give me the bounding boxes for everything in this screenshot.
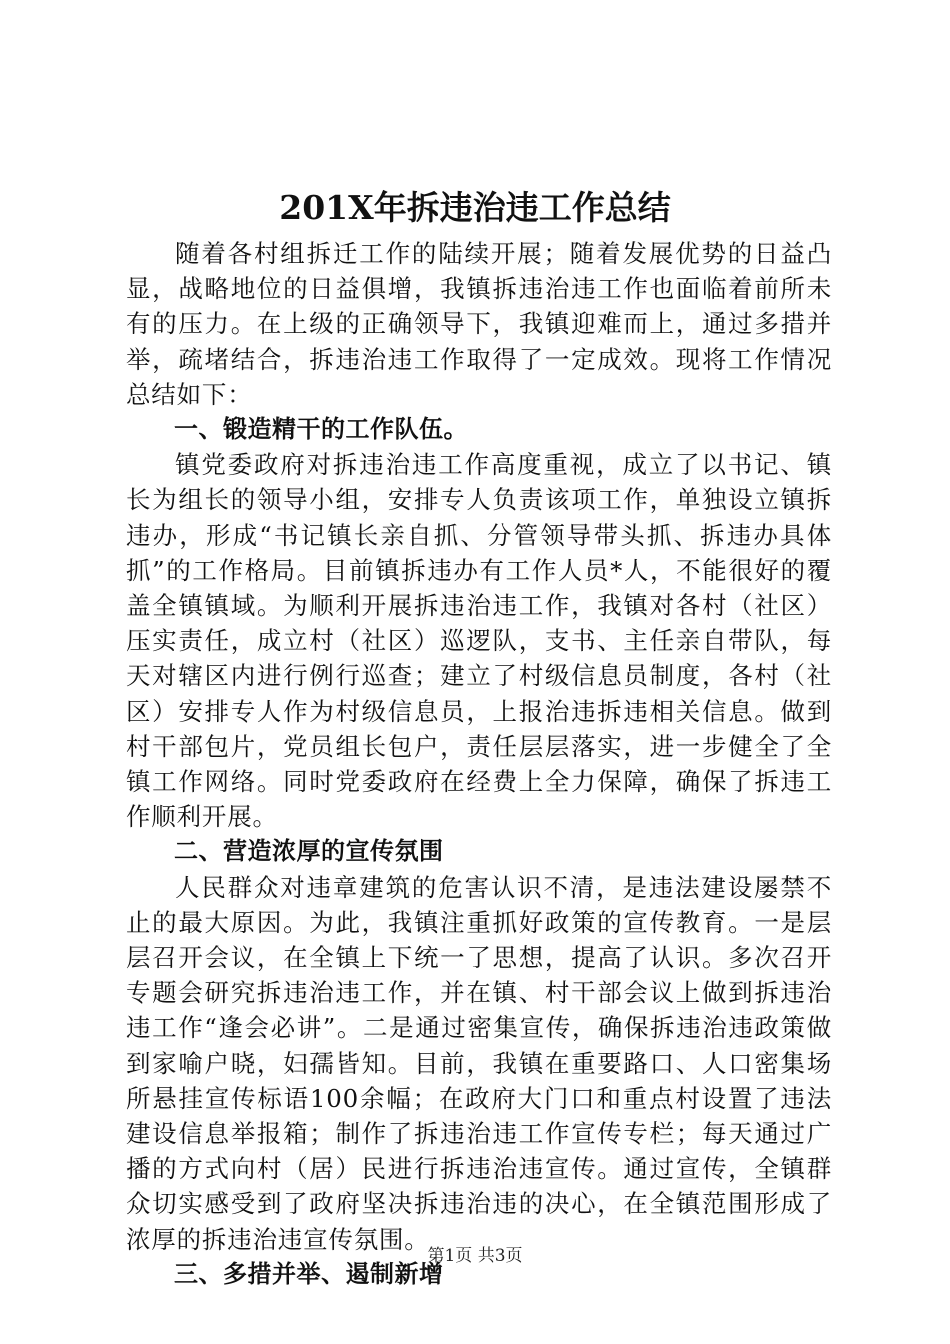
section-heading-2: 二、营造浓厚的宣传氛围: [174, 837, 444, 866]
section-heading-3: 三、多措并举、遏制新增: [174, 1259, 444, 1288]
document-body: [126, 236, 832, 1292]
section-paragraph-1: 镇党委政府对拆违治违工作高度重视，成立了以书记、镇长为组长的领导小组，安排专人负责该项工作，单独设立镇拆违办，形成“书记镇长亲自抓、分管领导带头抓、拆违办具体抓”的工作格局。目前镇拆违办有工作人员*人，不能很好的覆盖全镇镇域。为顺利开展拆违治违工作，我镇对各村（社区）压实责任，成立村（社区）巡逻队，支书、主任亲自带队，每天对辖区内进行例行巡查；建立了村级信息员制度，各村（社区）安排专人作为村级信息员，上报治违拆违相关信息。做到村干部包片，党员组长包户，责任层层落实，进一步健全了全镇工作网络。同时党委政府在经费上全力保障，确保了拆违工作顺利开展。: [126, 450, 832, 832]
page-footer: 第1页 共3页: [427, 1246, 523, 1266]
section-paragraph-2: 人民群众对违章建筑的危害认识不清，是违法建设屡禁不止的最大原因。为此，我镇注重抓好政策的宣传教育。一是层层召开会议，在全镇上下统一了思想，提高了认识。多次召开专题会研究拆违治违工作，并在镇、村干部会议上做到拆违治违工作“逢会必讲”。二是通过密集宣传，确保拆违治违政策做到家喻户晓，妇孺皆知。目前，我镇在重要路口、人口密集场所悬挂宣传标语100余幅；在政府大门口和重点村设置了违法建设信息举报箱；制作了拆违治违工作宣传专栏；每天通过广播的方式向村（居）民进行拆违治违宣传。通过宣传，全镇群众切实感受到了政府坚决拆违治违的决心，在全镇范围形成了浓厚的拆违治违宣传氛围。: [126, 872, 832, 1254]
intro-paragraph: 随着各村组拆迁工作的陆续开展；随着发展优势的日益凸显，战略地位的日益俱增，我镇拆违治违工作也面临着前所未有的压力。在上级的正确领导下，我镇迎难而上，通过多措并举，疏堵结合，拆违治违工作取得了一定成效。现将工作情况总结如下：: [126, 239, 832, 409]
document-title: 201X年拆违治违工作总结: [279, 188, 671, 227]
section-heading-1: 一、锻造精干的工作队伍。: [174, 415, 468, 444]
